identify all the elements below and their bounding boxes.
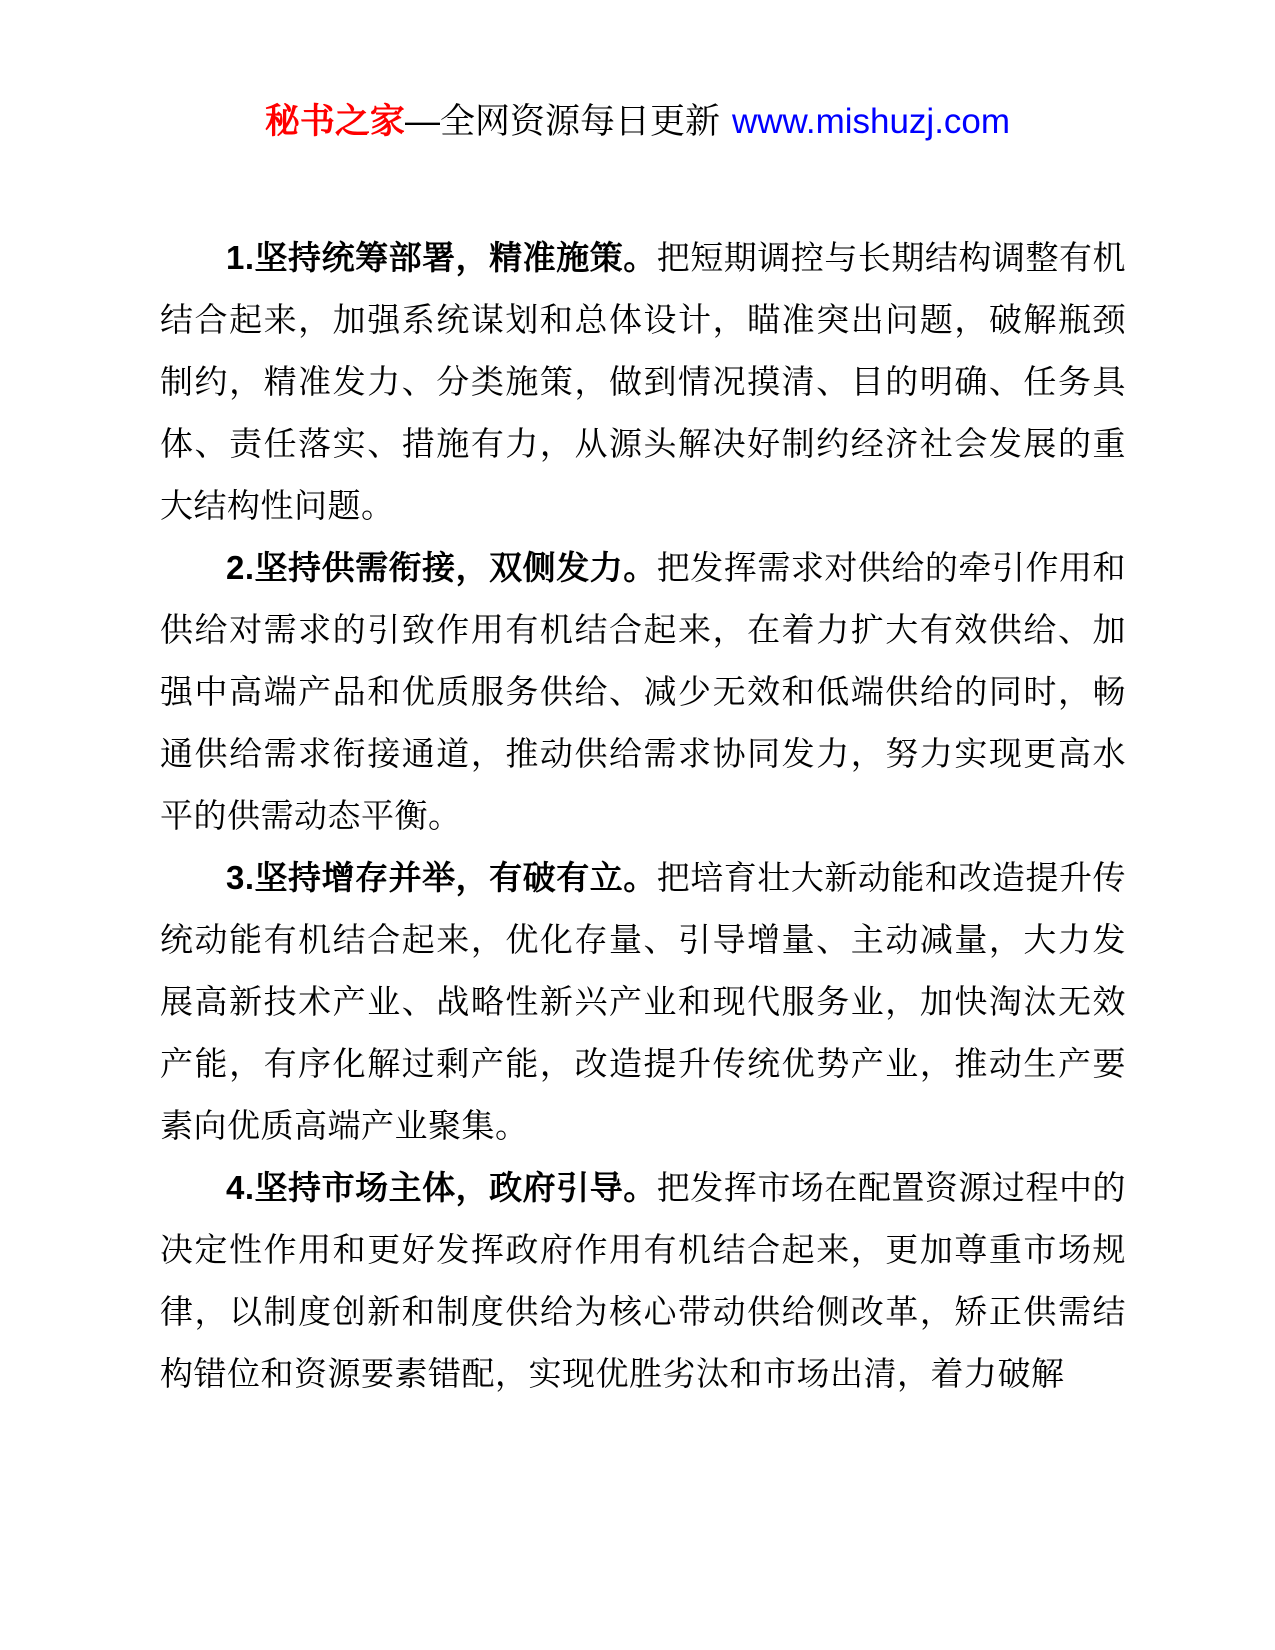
- page-header: [0, 100, 1275, 144]
- paragraph-2: [160, 537, 1126, 847]
- paragraph-3-text: 把培育壮大新动能和改造提升传统动能有机结合起来，优化存量、引导增量、主动减量，大力发展高新技术产业、战略性新兴产业和现代服务业，加快淘汰无效产能，有序化解过剩产能，改造提升传统优势产业，推动生产要素向优质高端产业聚集。: [160, 859, 1127, 1144]
- header-url-link[interactable]: www.mishuzj.com: [731, 102, 1011, 141]
- header-tagline: —全网资源每日更新: [404, 102, 720, 141]
- paragraph-4: [160, 1157, 1126, 1405]
- paragraph-4-text: 把发挥市场在配置资源过程中的决定性作用和更好发挥政府作用有机结合起来，更加尊重市场规律，以制度创新和制度供给为核心带动供给侧改革，矫正供需结构错位和资源要素错配，实现优胜劣汰和市场出清，着力破解: [160, 1169, 1127, 1392]
- paragraph-3: [160, 847, 1126, 1157]
- paragraph-2-heading: 2.坚持供需衔接，双侧发力。: [226, 549, 657, 586]
- paragraph-3-heading: 3.坚持增存并举，有破有立。: [226, 859, 657, 896]
- paragraph-1-heading: 1.坚持统筹部署，精准施策。: [226, 239, 657, 276]
- paragraph-1: [160, 227, 1126, 537]
- paragraph-2-text: 把发挥需求对供给的牵引作用和供给对需求的引致作用有机结合起来，在着力扩大有效供给、加强中高端产品和优质服务供给、减少无效和低端供给的同时，畅通供给需求衔接通道，推动供给需求协同发力，努力实现更高水平的供需动态平衡。: [160, 549, 1127, 834]
- site-name: 秘书之家: [264, 102, 405, 141]
- paragraph-4-heading: 4.坚持市场主体，政府引导。: [226, 1169, 657, 1206]
- document-body: [160, 227, 1126, 1405]
- paragraph-1-text: 把短期调控与长期结构调整有机结合起来，加强系统谋划和总体设计，瞄准突出问题，破解瓶颈制约，精准发力、分类施策，做到情况摸清、目的明确、任务具体、责任落实、措施有力，从源头解决好制约经济社会发展的重大结构性问题。: [160, 239, 1127, 524]
